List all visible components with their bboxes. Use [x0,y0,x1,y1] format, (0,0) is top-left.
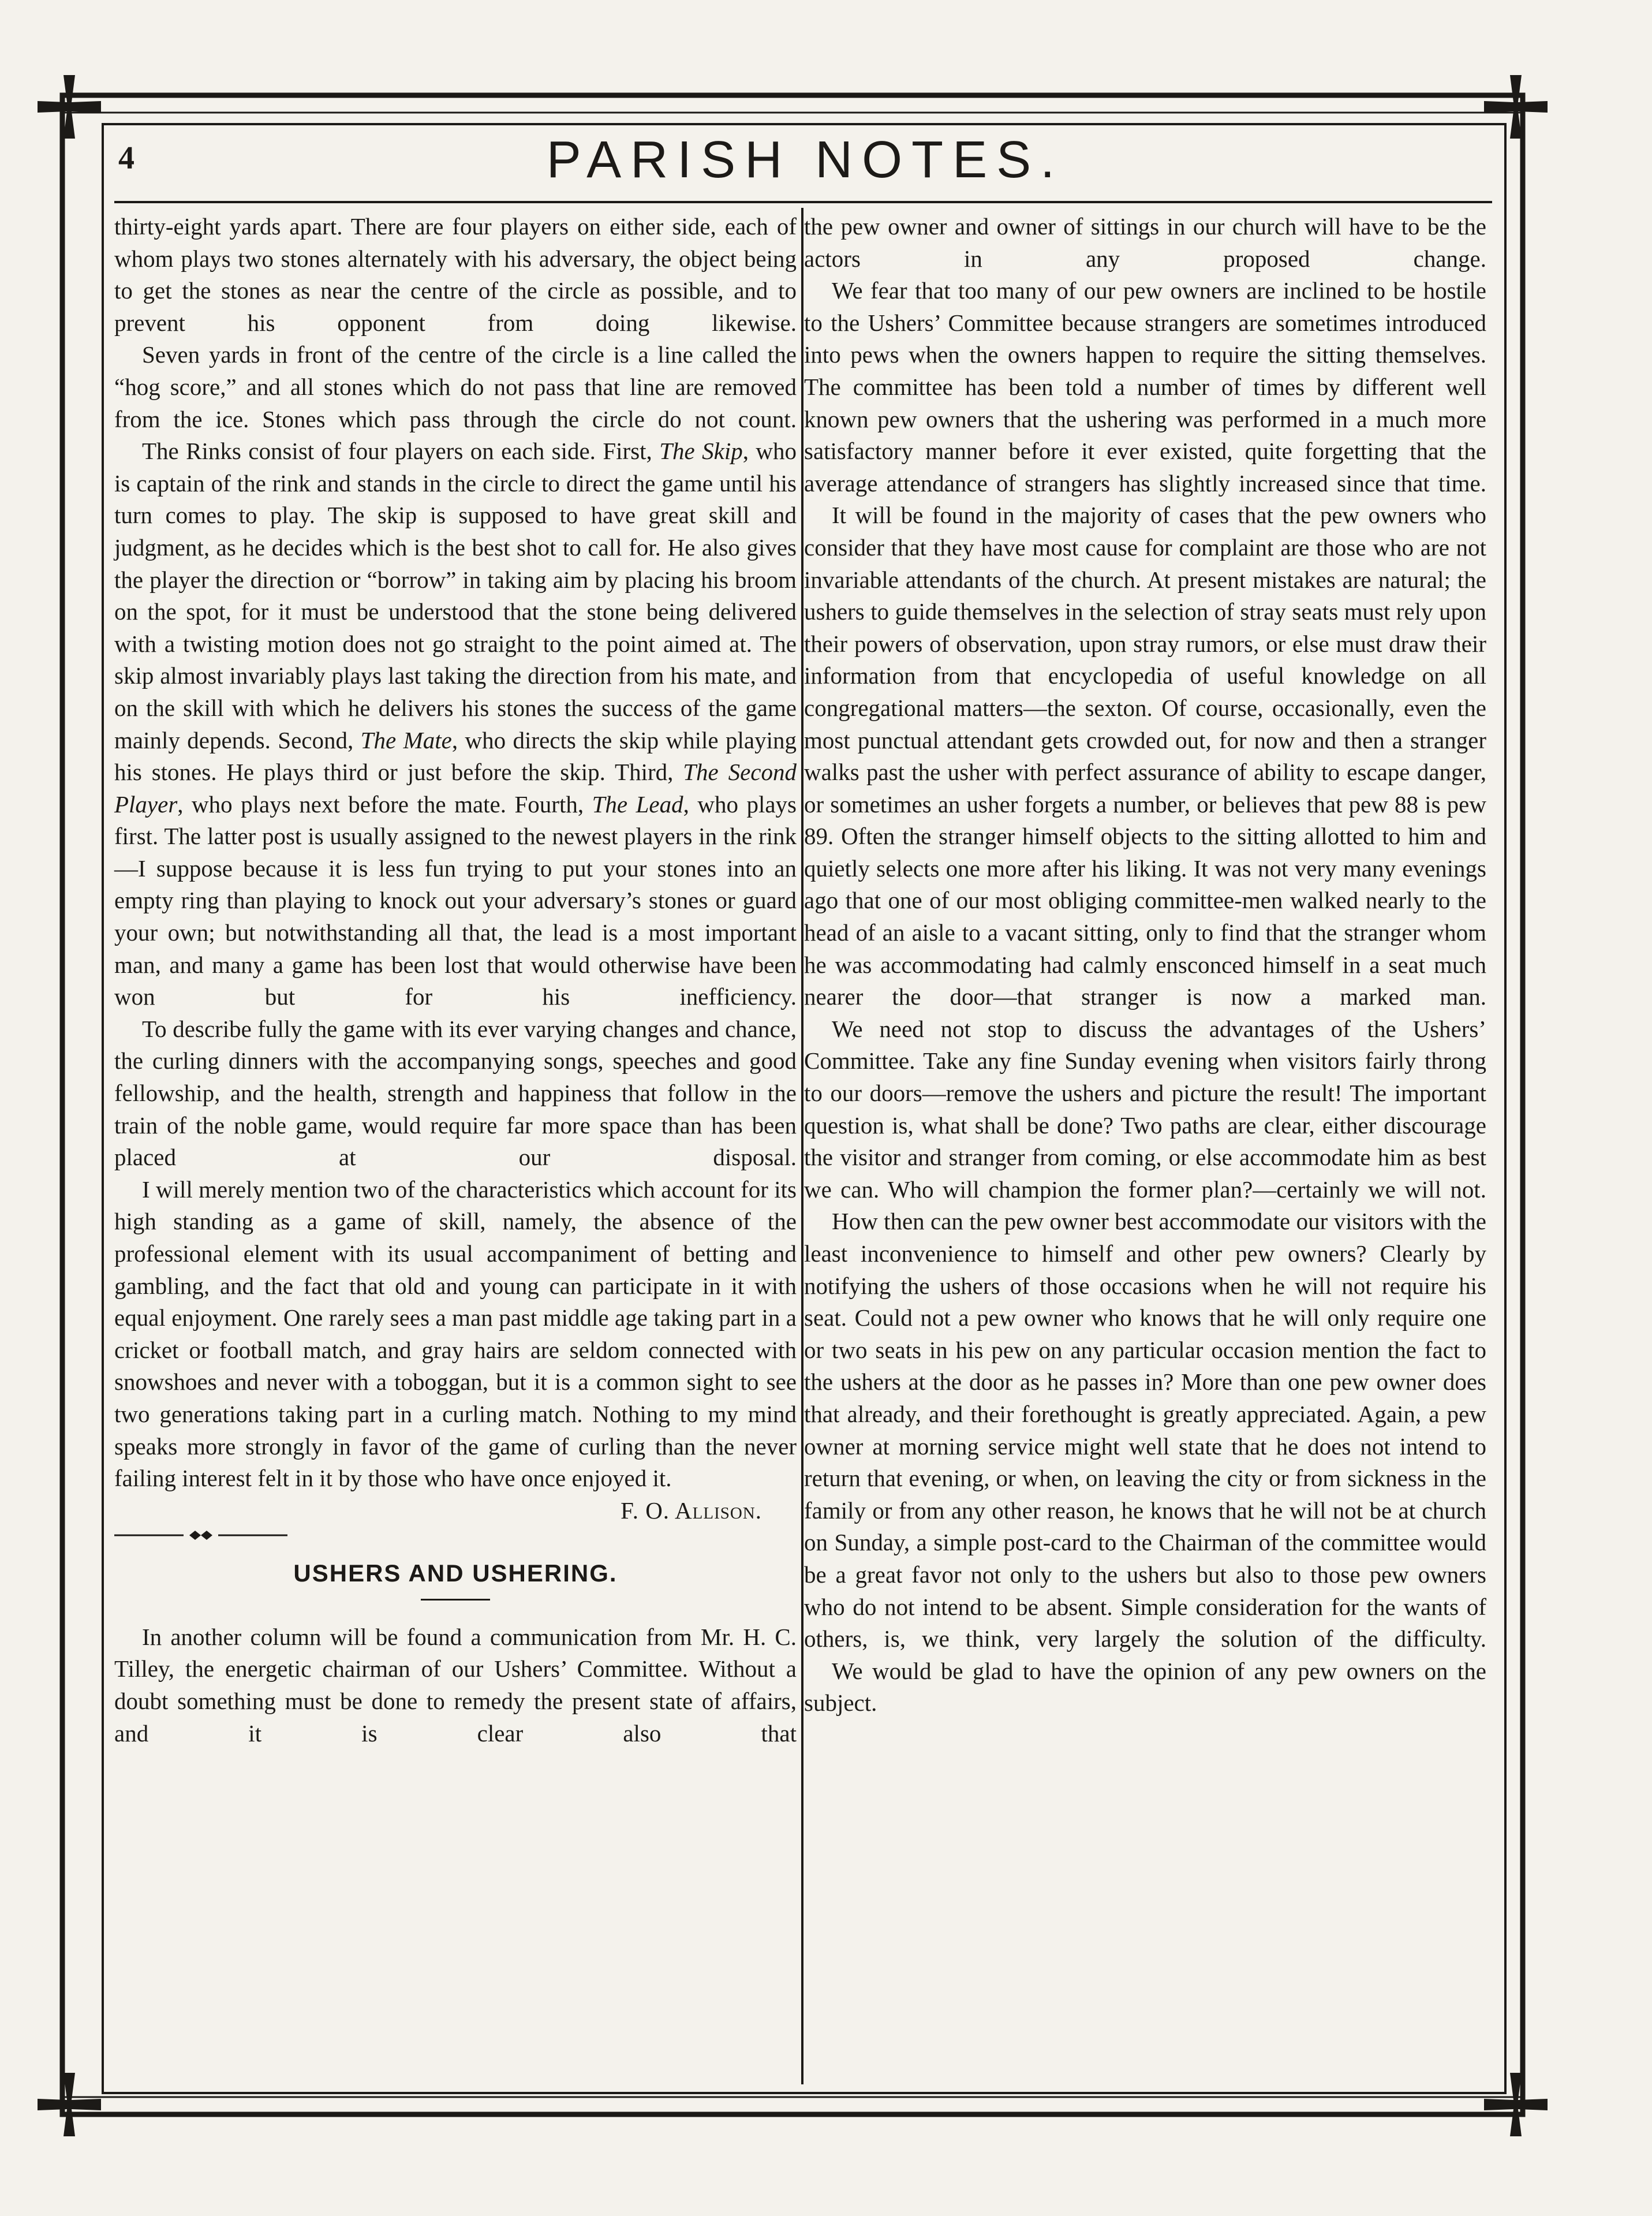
article-paragraph: the pew owner and owner of sittings in our church will have to be the actors in any proposed change. [804,213,1486,272]
section-heading: USHERS AND USHERING. [293,1559,618,1587]
article-paragraph: We fear that too many of our pew owners are inclined to be hostile to the Ushers’ Committee because strangers are sometimes introduced into pews when the owners happen to require the sitting themselves. The committee has been told a number of times by different well known pew owners that the ushering was performed in a much more satisfactory manner before it ever existed, quite forgetting that the average attendance of strangers has slightly increased since that time. [804,277,1486,497]
left-column [114,211,797,2081]
article-paragraph [114,1174,797,1524]
article-paragraph-text: I will merely mention two of the characteristics which account for its high standing as a game of skill, namely, the absence of the professional element with its usual accompaniment of betting and gambling, and the fact that old and young can participate in it with equal enjoyment. One rarely sees a man past middle age taking part in a cricket or football match, and gray hairs are seldom connected with snowshoes and never with a toboggan, but it is a common sight to see two generations taking part in a curling match. Nothing to my mind speaks more strongly in favor of the game of curling than the never failing interest felt in it by those who have once enjoyed it. [114,1176,797,1492]
article-paragraph: To describe fully the game with its ever varying changes and chance, the curling dinners with the accompanying songs, speeches and good fellowship, and the health, strength and happiness that follow in the train of the noble game, would require far more space than has been placed at our disposal. [114,1015,797,1171]
page-number: 4 [118,140,134,176]
article-paragraph: The Rinks consist of four players on each side. First, The Skip, who is captain of the rink and stands in the circle to direct the game until his turn comes to play. The skip is supposed to have great skill and judgment, as he decides which is the best shot to call for. He also gives the player the direction or “borrow” in taking aim by placing his broom on the spot, for it must be understood that the stone being delivered with a twisting motion does not go straight to the point aimed at. The skip almost invariably plays last taking the direction from his mate, and on the skill with which he delivers his stones the success of the game mainly depends. Second, The Mate, who directs the skip while playing his stones. He plays third or just before the skip. Third, The Second Player, who plays next before the mate. Fourth, The Lead, who plays first. The latter post is usually assigned to the newest players in the rink—I suppose because it is less fun trying to put your stones into an empty ring than playing to knock out your adversary’s stones or guard your own; but notwithstanding all that, the lead is a most important man, and many a game has been lost that would otherwise have been won but for his inefficiency. [114,438,797,1010]
player-role-name: The Second Player [114,759,797,818]
player-role-name: The Mate [360,726,452,753]
page-title: PARISH NOTES. [546,131,1064,189]
article-paragraph: We need not stop to discuss the advantages of the Ushers’ Committee. Take any fine Sunday evening when visitors fairly throng to our doors—remove the ushers and picture the result! The important question is, what shall be done? Two paths are clear, either discourage the visitor and stranger from coming, or else accommodate him as best we can. Who will champion the former plan?—certainly we will not. [804,1015,1486,1203]
article-paragraph: We would be glad to have the opinion of any pew owners on the subject. [804,1657,1486,1717]
article-paragraph: In another column will be found a communication from Mr. H. C. Tilley, the energetic chairman of our Ushers’ Committee. Without a doubt something must be done to remedy the present state of affairs, and it is clear also that [114,1623,797,1747]
article-paragraph: Seven yards in front of the centre of the circle is a line called the “hog score,” and all stones which do not pass that line are removed from the ice. Stones which pass through the circle do not count. [114,341,797,432]
player-role-name: The Lead [592,790,683,818]
author-signature: F. O. Allison. [621,1497,762,1524]
article-paragraph: How then can the pew owner best accommodate our visitors with the least inconvenience to himself and other pew owners? Clearly by notifying the ushers of those occasions when he will not require his seat. Could not a pew owner who knows that he will only require one or two seats in his pew on any particular occasion mention the fact to the ushers at the door as he passes in? More than one pew owner does that already, and their forethought is greatly appreciated. Again, a pew owner at morning service might well state that he does not intend to return that evening, or when, on leaving the city or from sickness in the family or from any other reason, he knows that he will not be at church on Sunday, a simple post-card to the Chairman of the committee would be a great favor not only to the ushers but also to those pew owners who do not intend to be absent. Simple consideration for the wants of others, is, we think, very largely the solution of the difficulty. [804,1208,1486,1652]
right-column [804,211,1486,2081]
player-role-name: The Skip [659,438,743,465]
heading-rule [421,1599,490,1601]
article-paragraph: thirty-eight yards apart. There are four players on either side, each of whom plays two stones alternately with his adversary, the object being to get the stones as near the centre of the circle as possible, and to prevent his opponent from doing likewise. [114,213,797,336]
article-paragraph: It will be found in the majority of cases that the pew owners who consider that they have most cause for complaint are those who are not invariable attendants of the church. At present mistakes are natural; the ushers to guide themselves in the selection of stray seats must rely upon their powers of observation, upon stray rumors, or else must draw their information from that encyclopedia of useful knowledge on all congregational matters—the sexton. Of course, occasionally, even the most punctual attendant gets crowded out, for now and then a stranger walks past the usher with perfect assurance of ability to escape danger, or sometimes an usher forgets a number, or believes that pew 88 is pew 89. Often the stranger himself objects to the sitting allotted to him and quietly selects one more after his liking. It was not very many evenings ago that one of our most obliging committee-men walked nearly to the head of an aisle to a vacant sitting, only to find that the stranger whom he was accommodating had calmly ensconced himself in a seat much nearer the door—that stranger is now a marked man. [804,502,1486,1010]
